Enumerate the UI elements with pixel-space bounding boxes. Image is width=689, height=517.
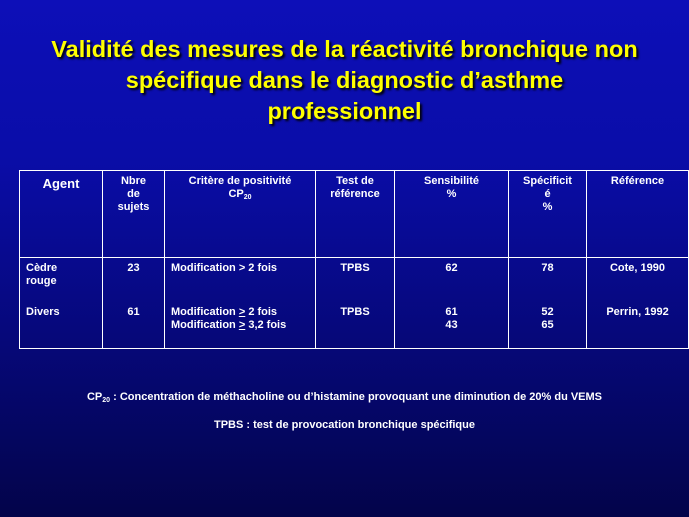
table-row [20,258,689,349]
header-critere: Critère de positivité $CP_{20}$ [165,171,316,258]
header-nbre: Nbre de sujets [103,171,165,258]
cell-sensibilite: 62 61 43 [395,258,509,349]
cell-nbre: 23 61 [103,258,165,349]
cell-reference: Cote, 1990 Perrin, 1992 [587,258,689,349]
table-header-row [20,171,689,258]
cell-critere: Modification > 2 fois Modification > 2 fois Modification > 3,2 fois [165,258,316,349]
title-line-2: spécifique dans le diagnostic d’asthme [125,67,564,93]
title-line-1: Validité des mesures de la réactivité bronchique non [51,36,638,62]
header-sensibilite: Sensibilité % [395,171,509,258]
header-specificite: Spécificit é % [509,171,587,258]
title-line-3: professionnel [267,98,422,124]
header-agent: Agent [20,171,103,258]
header-test: Test de référence [316,171,395,258]
header-reference: Référence [587,171,689,258]
cell-specificite: 78 52 65 [509,258,587,349]
cell-agent: Cèdre rouge Divers [20,258,103,349]
tpbs-footnote: TPBS : test de provocation bronchique spécifique [214,419,475,431]
cell-test: TPBS TPBS [316,258,395,349]
slide-title [0,34,689,127]
cp20-footnote: $CP_{20}$ : Concentration de méthacholine ou d’histamine provoquant une diminution de 20% du VEMS [86,391,603,404]
validity-table [19,170,689,349]
